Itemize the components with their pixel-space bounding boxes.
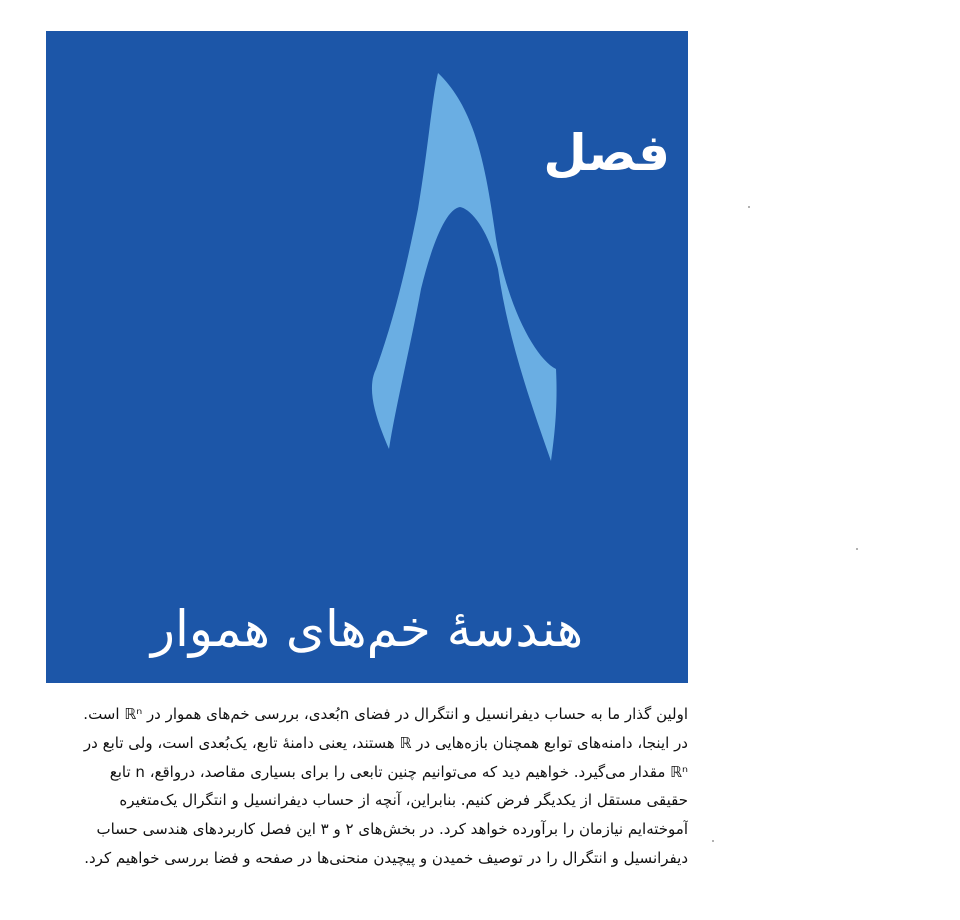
paragraph-line: در اینجا، دامنه‌های توابع همچنان بازه‌هایی در ℝ هستند، یعنی دامنهٔ تابع، یک‌بُعدی است، ولی تابع در bbox=[83, 733, 688, 752]
paragraph-line: ℝⁿ مقدار می‌گیرد. خواهیم دید که می‌توانیم چنین تابعی را برای بسیاری مقاصد، درواقع، n تابع bbox=[109, 762, 688, 781]
paragraph-line: آموخته‌ایم نیازمان را برآورده خواهد کرد. در بخش‌های ۲ و ۳ این فصل کاربردهای هندسی حساب bbox=[96, 820, 688, 839]
chapter-title: هندسهٔ خم‌های هموار bbox=[150, 600, 584, 658]
chapter-label: فصل bbox=[543, 124, 670, 182]
chapter-cover-panel bbox=[46, 31, 688, 683]
scan-speck bbox=[856, 548, 858, 550]
chapter-numeral-eight bbox=[336, 69, 566, 464]
paragraph-line: اولین گذار ما به حساب دیفرانسیل و انتگرال در فضای nبُعدی، بررسی خم‌های هموار در ℝⁿ است. bbox=[83, 705, 688, 723]
scan-speck bbox=[748, 206, 750, 208]
intro-paragraph bbox=[46, 700, 688, 873]
paragraph-line: حقیقی مستقل از یکدیگر فرض کنیم. بنابراین، آنچه از حساب دیفرانسیل و انتگرال یک‌متغیره bbox=[119, 791, 688, 810]
scan-speck bbox=[712, 840, 714, 842]
paragraph-line: دیفرانسیل و انتگرال را در توصیف خمیدن و پیچیدن منحنی‌ها در صفحه و فضا بررسی خواهیم کرد. bbox=[84, 848, 688, 867]
